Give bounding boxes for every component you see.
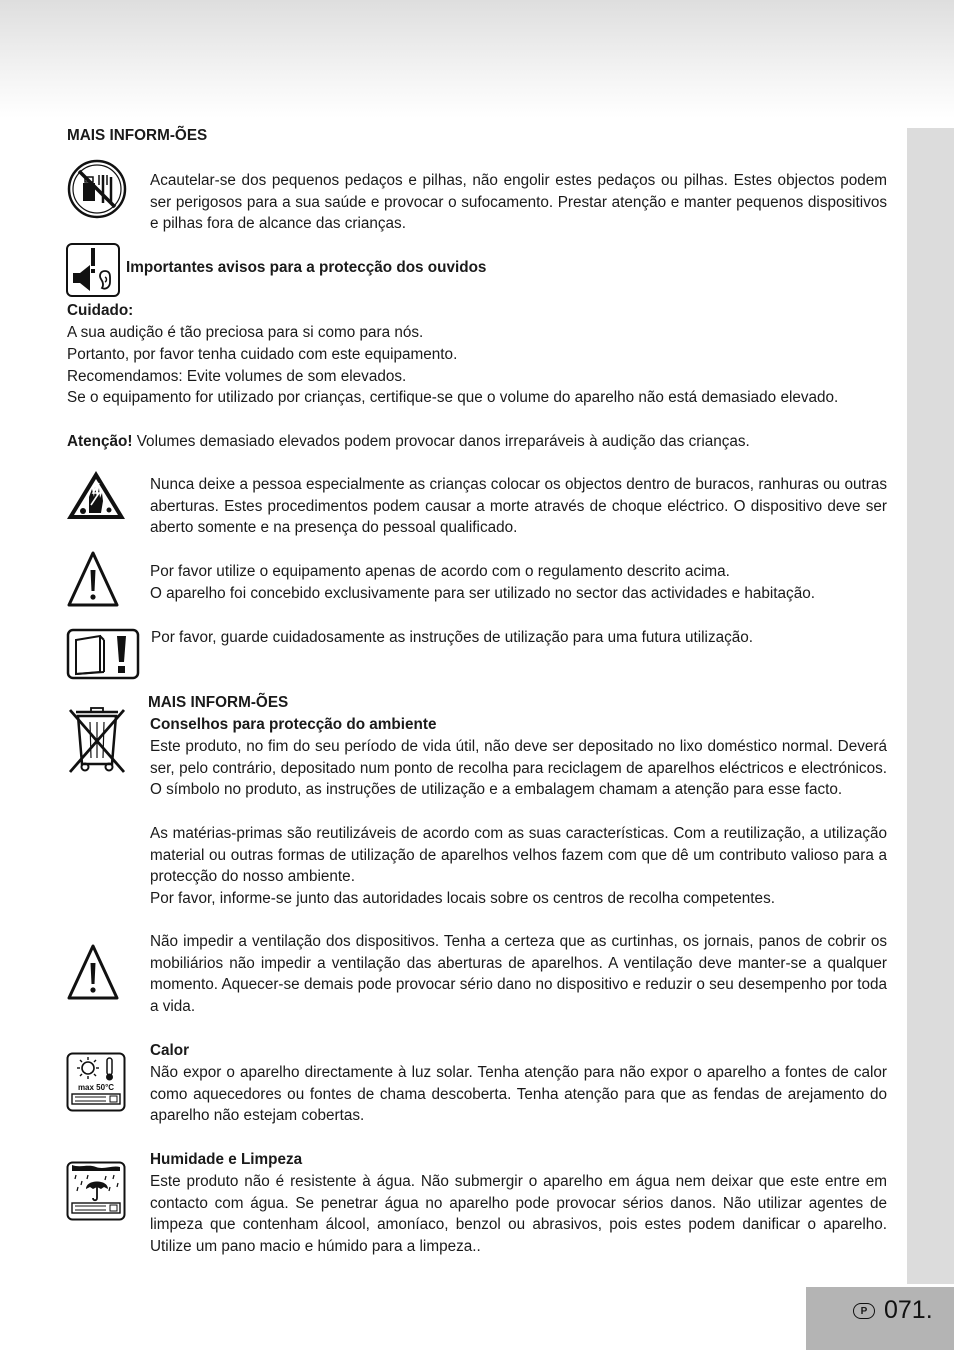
electric-shock-warning-icon [65, 469, 127, 521]
hearing-children-text: Se o equipamento for utilizado por crianças, certifique-se que o volume do aparelho não está demasiado elevado. [67, 389, 839, 406]
hearing-line-2: Portanto, por favor tenha cuidado com este equipamento. [67, 346, 458, 363]
hearing-line-3: Recomendamos: Evite volumes de som elevados. [67, 368, 407, 385]
max-temp-label: max 50°C [77, 1083, 115, 1092]
manual-text: Por favor, guarde cuidadosamente as instruções de utilização para uma futura utilização. [151, 629, 754, 646]
ventilation-warning-icon [66, 943, 120, 1001]
heat-text: Não expor o aparelho directamente à luz solar. Tenha atenção para não expor o aparelho a fontes de calor como aquecedores ou fontes de chama descoberta. Tenha atenção para que as fendas de arejamento do aparelho não estejam cobertas. [150, 1064, 887, 1125]
attention-paragraph [67, 431, 887, 453]
no-small-parts-icon [67, 159, 127, 219]
hearing-line-1: A sua audição é tão preciosa para si como para nós. [67, 324, 424, 341]
usage-line-1: Por favor utilize o equipamento apenas de acordo com o regulamento descrito acima. [150, 563, 730, 580]
warning-triangle-icon [66, 550, 120, 608]
header-gradient-band [0, 0, 954, 118]
page-number: 071. [884, 1296, 933, 1324]
choking-warning-text: Acautelar-se dos pequenos pedaços e pilhas, não engolir estes pedaços ou pilhas. Estes objectos podem ser perigosos para a sua saúde e provocar o sufocamento. Prestar atenção e manter pequenos dispositivos e pilhas fora de alcance das crianças. [150, 172, 887, 233]
humidity-title: Humidade e Limpeza [150, 1151, 303, 1168]
ventilation-text: Não impedir a ventilação dos dispositivos. Tenha a certeza que as curtinhas, os jornais, panos de cobrir os mobiliários não impedir a ventilação das aberturas de aparelhos. A ventilação deve manter-se a qualquer momento. Aquecer-se demais pode provocar sério dano no dispositivo e reduzir o seu desempenho por toda a vida. [150, 933, 887, 1016]
side-tab-bar [907, 128, 954, 1284]
read-manual-icon [66, 628, 140, 680]
hearing-protection-icon [66, 243, 120, 297]
humidity-umbrella-icon [66, 1161, 126, 1221]
humidity-text: Este produto não é resistente à água. Não submergir o aparelho em água nem deixar que este entre em contacto com água. Se penetrar água no aparelho pode provocar sérios danos. Não utilizar agentes de limpeza que contenham álcool, amoníaco, benzol ou abrasivos, pois estes podem danificar o aparelho. Utilize um pano macio e húmido para a limpeza.. [150, 1173, 887, 1256]
attention-label: Atenção! [67, 433, 133, 450]
environment-paragraph-2: As matérias-primas são reutilizáveis de acordo com as suas características. Com a reutilização, a utilização material ou outras formas de utilização de aparelhos velhos fazem com que dê um contributo valioso para a protecção do nosso ambiente. [150, 825, 887, 886]
environment-title: Conselhos para protecção do ambiente [150, 716, 437, 733]
caution-label: Cuidado: [67, 302, 134, 319]
section-title: MAIS INFORM-ÕES [67, 127, 208, 144]
attention-text: Volumes demasiado elevados podem provocar danos irreparáveis à audição das crianças. [132, 433, 750, 450]
environment-paragraph-3: Por favor, informe-se junto das autoridades locais sobre os centros de recolha competentes. [150, 890, 775, 907]
shock-warning-text: Nunca deixe a pessoa especialmente as crianças colocar os objectos dentro de buracos, ranhuras ou outras aberturas. Estes procedimentos podem causar a morte através de choque eléctrico. O dispositivo deve ser aberto somente e na presença do pessoal qualificado. [150, 476, 887, 537]
language-badge: P [853, 1303, 875, 1319]
recycle-bin-crossed-icon [66, 706, 128, 774]
hearing-title: Importantes avisos para a protecção dos ouvidos [126, 259, 487, 276]
environment-paragraph-1: Este produto, no fim do seu período de vida útil, não deve ser depositado no lixo doméstico normal. Deverá ser, pelo contrário, depositado num ponto de recolha para reciclagem de aparelhos eléctricos e electrónicos. O símbolo no produto, as instruções de utilização e a embalagem chamam a atenção para esse facto. [150, 738, 887, 799]
environment-section-title: MAIS INFORM-ÕES [148, 694, 289, 711]
usage-line-2: O aparelho foi concebido exclusivamente para ser utilizado no sector das actividades e habitação. [150, 585, 815, 602]
heat-title: Calor [150, 1042, 190, 1059]
heat-max-temperature-icon [66, 1052, 126, 1112]
